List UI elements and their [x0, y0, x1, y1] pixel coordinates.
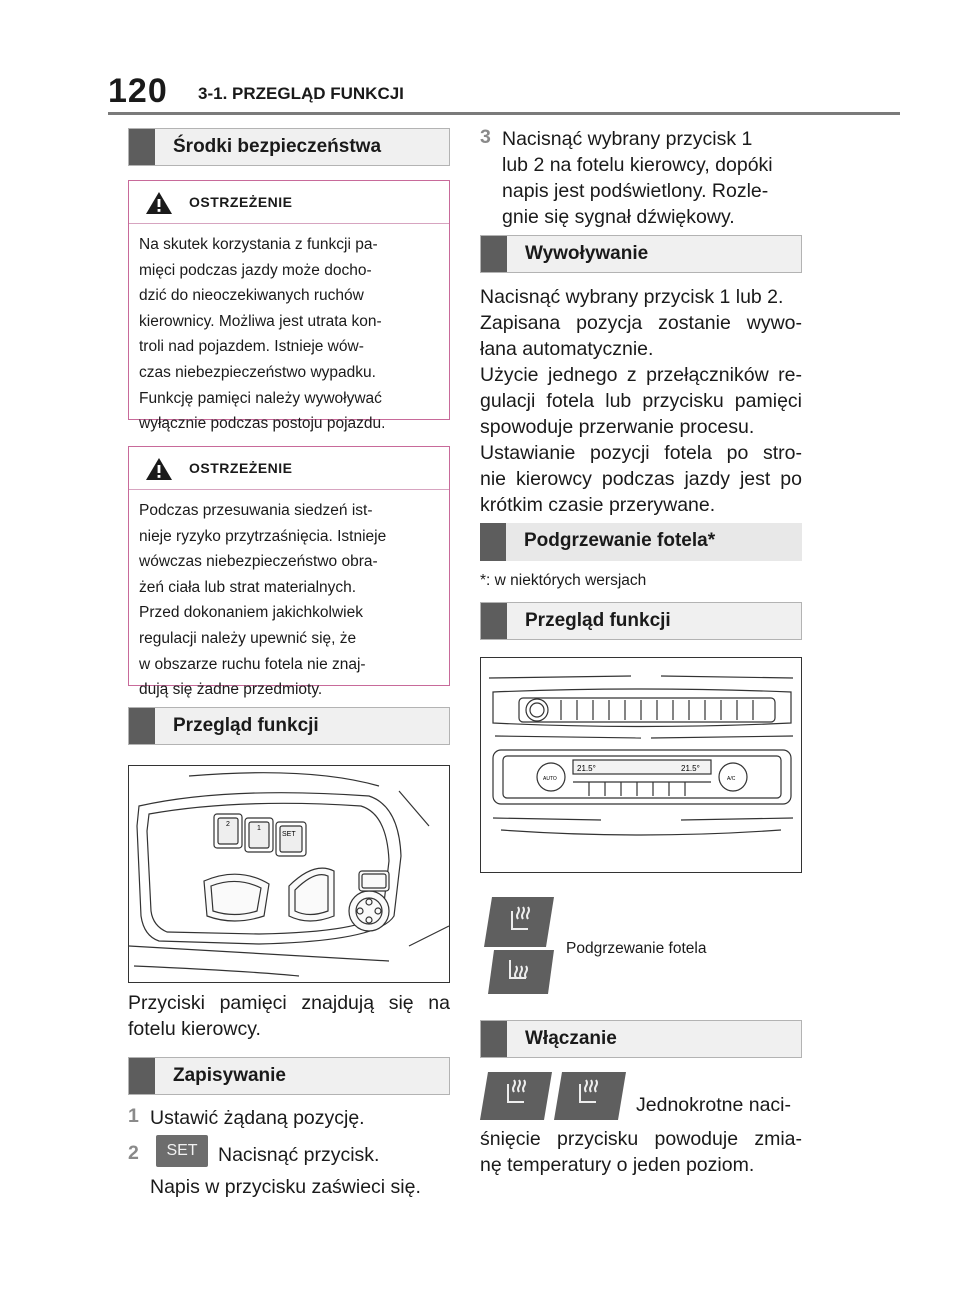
- section-title: Zapisywanie: [173, 1065, 286, 1086]
- text-line: śnięcie przycisku powoduje zmia-: [480, 1128, 802, 1150]
- seat-heating-passenger-button-icon: [554, 1072, 626, 1120]
- section-header-safety: [128, 128, 450, 166]
- text-line: Użycie jednego z przełączników re-: [480, 364, 802, 386]
- warning-line: żeń ciała lub strat materialnych.: [139, 578, 357, 596]
- text-line: krótkim czasie przerywane.: [480, 494, 716, 516]
- warning-line: mięci podczas jazdy może docho-: [139, 261, 372, 279]
- section-title: Przegląd funkcji: [525, 610, 671, 631]
- recall-paragraph-4: [480, 440, 802, 518]
- warning-box-memory: [128, 180, 450, 433]
- text-line: gulacji fotela lub przycisku pamięci: [480, 390, 802, 412]
- warning-line: wówczas niebezpieczeństwo obra-: [139, 553, 378, 571]
- warning-text: [129, 224, 449, 437]
- climate-panel-figure: [480, 657, 802, 873]
- text-line: spowoduje przerwanie procesu.: [480, 416, 755, 438]
- set-button-icon: [156, 1135, 208, 1167]
- section-header-seat-heating: [480, 523, 802, 561]
- auto-label: AUTO: [543, 776, 557, 782]
- warning-title: OSTRZEŻENIE: [189, 194, 293, 210]
- temp-left: 21.5°: [577, 764, 596, 773]
- warning-triangle-icon: [145, 457, 173, 481]
- text-line: Nacisnąć wybrany przycisk 1 lub 2.: [480, 286, 784, 308]
- warning-line: dzić do nieoczekiwanych ruchów: [139, 287, 364, 305]
- text-line: Przyciski pamięci znajdują się na: [128, 992, 450, 1014]
- text-line: napis jest podświetlony. Rozle-: [502, 180, 769, 202]
- section-header-switching-on: [480, 1020, 802, 1058]
- text-line: lub 2 na fotelu kierowcy, dopóki: [502, 154, 773, 176]
- seat-heating-button-icon: [484, 897, 554, 947]
- memory-button-2-label: 2: [226, 821, 230, 828]
- text-line: nie kierowcy podczas jazdy jest po: [480, 468, 802, 490]
- warning-line: nieje ryzyko przytrzaśnięcia. Istnieje: [139, 527, 387, 545]
- section-title: Środki bezpieczeństwa: [173, 136, 382, 157]
- seat-heating-caption: Podgrzewanie fotela: [566, 940, 707, 957]
- text-line: gnie się sygnał dźwiękowy.: [502, 206, 735, 228]
- section-title: Podgrzewanie fotela*: [524, 530, 716, 551]
- warning-line: troli nad pojazdem. Istnieje wów-: [139, 338, 364, 356]
- seat-heating-passenger-button-icon: [488, 950, 554, 994]
- ac-label: A/C: [727, 776, 736, 782]
- warning-line: Podczas przesuwania siedzeń ist-: [139, 502, 373, 519]
- section-title: Wywoływanie: [525, 243, 649, 264]
- header-rule: [108, 112, 900, 115]
- step-subtext: Napis w przycisku zaświeci się.: [150, 1176, 421, 1198]
- memory-button-1-label: 1: [257, 825, 261, 832]
- step-number: 3: [480, 126, 491, 148]
- recall-paragraph-3: [480, 362, 802, 440]
- text-line: Ustawianie pozycji fotela po stro-: [480, 442, 802, 464]
- switch-on-text: [480, 1126, 802, 1178]
- recall-paragraph-2: [480, 310, 802, 362]
- warning-line: czas niebezpieczeństwo wypadku.: [139, 363, 376, 381]
- step-3-text: [502, 126, 802, 230]
- warning-text: [129, 490, 449, 703]
- warning-line: regulacji należy upewnić się, że: [139, 629, 357, 647]
- text-line: Zapisana pozycja zostanie wywo-: [480, 312, 802, 334]
- warning-line: Na skutek korzystania z funkcji pa-: [139, 236, 378, 253]
- warning-title: OSTRZEŻENIE: [189, 460, 293, 476]
- section-title: Przegląd funkcji: [173, 715, 319, 736]
- step-text: Nacisnąć przycisk.: [218, 1144, 380, 1166]
- recall-paragraph-1: [480, 284, 802, 310]
- warning-line: kierownicy. Możliwa jest utrata kon-: [139, 312, 382, 330]
- warning-line: dują się żadne przedmioty.: [139, 681, 323, 699]
- text-line: fotelu kierowcy.: [128, 1018, 261, 1040]
- section-header-overview-2: [480, 602, 802, 640]
- footnote: *: w niektórych wersjach: [480, 572, 647, 589]
- warning-box-seat: [128, 446, 450, 699]
- page-number: 120: [108, 72, 168, 110]
- climate-panel-illustration: [481, 658, 802, 873]
- seat-memory-panel-figure: [128, 765, 450, 983]
- seat-panel-illustration: [129, 766, 450, 983]
- section-header-recall: [480, 235, 802, 273]
- step-number: 2: [128, 1142, 139, 1164]
- warning-triangle-icon: [145, 191, 173, 215]
- section-header-saving: [128, 1057, 450, 1095]
- text-line: łana automatycznie.: [480, 338, 654, 360]
- warning-line: w obszarze ruchu fotela nie znaj-: [139, 655, 366, 673]
- step-text: Ustawić żądaną pozycję.: [150, 1107, 365, 1129]
- temp-right: 21.5°: [681, 764, 700, 773]
- step-number: 1: [128, 1105, 139, 1127]
- seat-heating-button-icon: [480, 1072, 552, 1120]
- section-title: Włączanie: [525, 1028, 617, 1049]
- memory-buttons-description: [128, 990, 450, 1042]
- text-line: Nacisnąć wybrany przycisk 1: [502, 128, 753, 150]
- switch-on-text-start: Jednokrotne naci-: [636, 1094, 792, 1116]
- warning-line: wyłącznie podczas postoju pojazdu.: [139, 415, 386, 433]
- warning-line: Przed dokonaniem jakichkolwiek: [139, 604, 364, 622]
- section-header-overview: [128, 707, 450, 745]
- chapter-title: 3-1. PRZEGLĄD FUNKCJI: [198, 84, 404, 103]
- warning-line: Funkcję pamięci należy wywoływać: [139, 389, 382, 407]
- set-button-label: SET: [166, 1142, 198, 1159]
- text-line: nę temperatury o jeden poziom.: [480, 1154, 755, 1176]
- set-button-label: SET: [282, 831, 296, 838]
